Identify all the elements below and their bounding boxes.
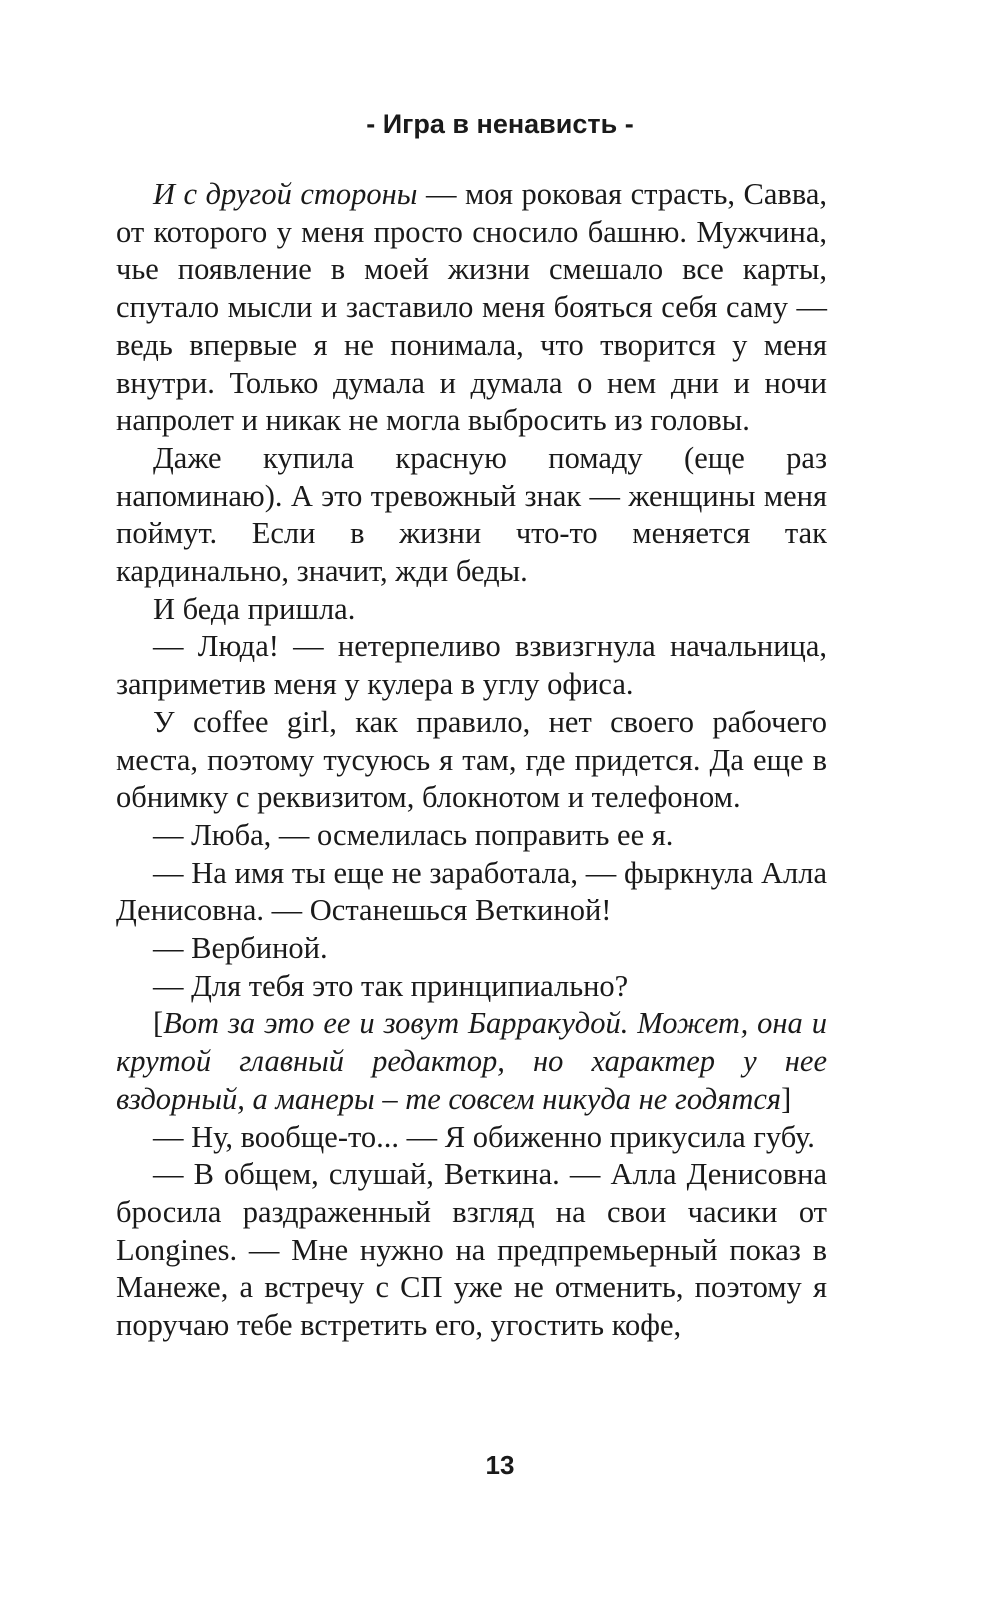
paragraph-text: — моя роковая страсть, Савва, от которого у меня просто сносило башню. Мужчина, чье появление в моей жизни смешало все карты, спутало мысли и заставило меня бояться себя саму — ведь впервые я не понимала, что творится у меня внутри. Только думала и думала о нем дни и ночи напролет и никак не могла выбросить из головы. (116, 177, 827, 438)
dialogue-line: — Для тебя это так принципиально? (153, 968, 629, 1003)
dialogue-line: — На имя ты еще не заработала, — фыркнула Алла Денисовна. — Останешься Веткиной! (116, 855, 827, 928)
dialogue-line: — Люда! — нетерпеливо взвизгнула начальница, заприметив меня у кулера в углу офиса. (116, 629, 827, 702)
close-bracket: ] (781, 1081, 792, 1116)
open-bracket: [ (153, 1006, 164, 1041)
paragraph: Даже купила красную помаду (еще раз напоминаю). А это тревожный знак — женщины меня поймут. Если в жизни что-то меняется так кардинально, значит, жди беды. (116, 440, 827, 589)
paragraph: И беда пришла. (153, 591, 356, 626)
note-text: Вот за это ее и зовут Барракудой. Может, она и крутой главный редактор, но характер у нее вздорный, а манеры – те совсем никуда не годятся (116, 1006, 827, 1116)
running-header: - Игра в ненависть - (366, 109, 634, 139)
page-number: 13 (485, 1450, 515, 1480)
paragraph (116, 176, 827, 440)
dialogue-line: — Ну, вообще-то... — Я обиженно прикусила губу. (153, 1119, 815, 1154)
dialogue-line: — В общем, слушай, Веткина. — Алла Денисовна бросила раздраженный взгляд на свои часики от Longines. — Мне нужно на предпремьерный показ в Манеже, а встречу с СП уже не отменить, поэтому я поручаю тебе встретить его, угостить кофе, (116, 1157, 827, 1343)
paragraph: У coffee girl, как правило, нет своего рабочего места, поэтому тусуюсь я там, где придется. Да еще в обнимку с реквизитом, блокнотом и телефоном. (116, 704, 827, 815)
dialogue-line: — Вербиной. (153, 931, 328, 966)
italic-phrase: И с другой стороны (153, 177, 418, 211)
body-text (116, 176, 827, 1345)
bracketed-note (116, 1005, 827, 1118)
dialogue-line: — Люба, — осмелилась поправить ее я. (153, 817, 674, 852)
